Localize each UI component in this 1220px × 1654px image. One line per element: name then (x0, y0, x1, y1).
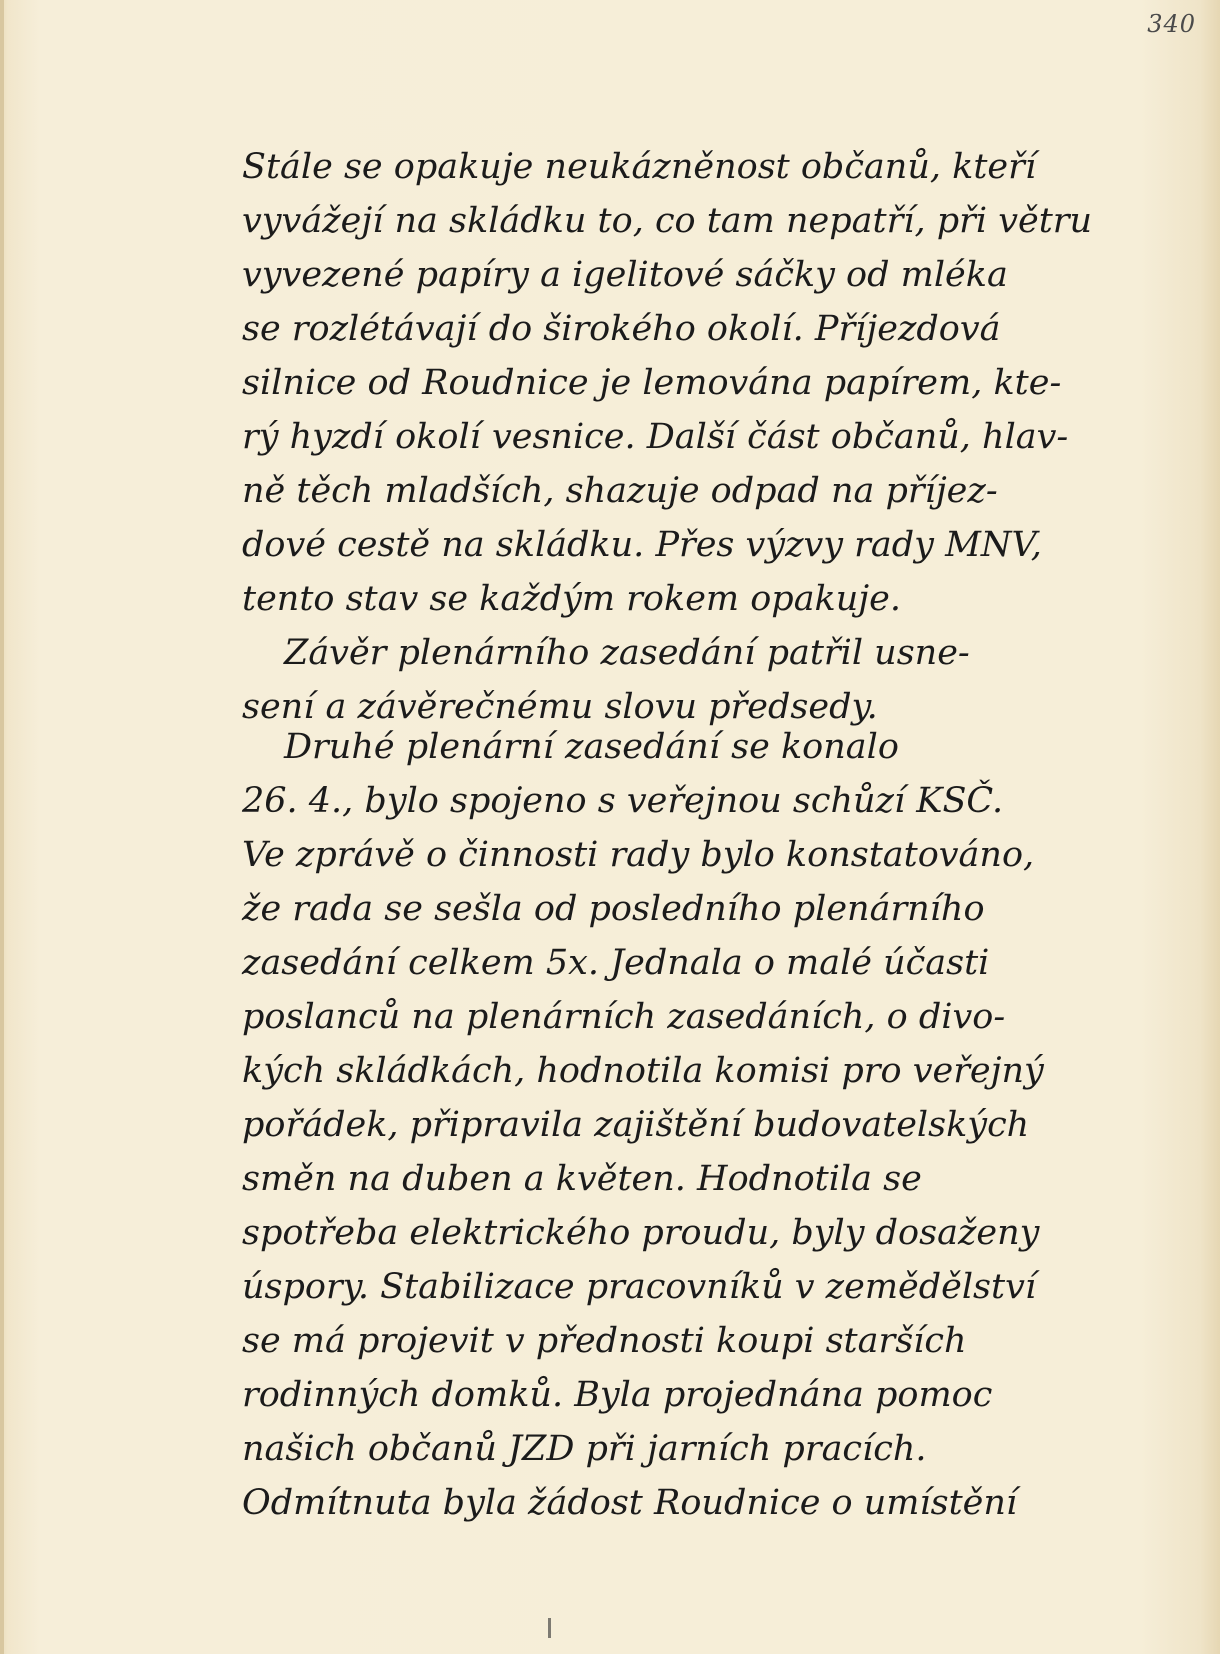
text-line: silnice od Roudnice je lemována papírem, kte- (242, 363, 1062, 403)
text-line: rodinných domků. Byla projednána pomoc (242, 1375, 993, 1415)
text-line: rý hyzdí okolí vesnice. Další část občanů, hlav- (242, 417, 1069, 457)
text-line: Závěr plenárního zasedání patřil usne- (284, 633, 970, 673)
text-line: Stále se opakuje neukázněnost občanů, kteří (242, 147, 1037, 187)
text-line: zasedání celkem 5x. Jednala o malé účasti (242, 943, 990, 983)
text-line: vyvezené papíry a igelitové sáčky od mléka (242, 255, 1008, 295)
text-line: sení a závěrečnému slovu předsedy. (242, 687, 878, 727)
text-line: směn na duben a květen. Hodnotila se (242, 1159, 922, 1199)
paragraph-2 (242, 720, 1162, 1530)
text-line: 26. 4., bylo spojeno s veřejnou schůzí KSČ. (242, 781, 1004, 821)
text-line: ně těch mladších, shazuje odpad na příjez- (242, 471, 998, 511)
text-line: dové cestě na skládku. Přes výzvy rady MNV, (242, 525, 1042, 565)
ink-mark (548, 1618, 551, 1638)
text-line: našich občanů JZD při jarních pracích. (242, 1429, 927, 1469)
text-line: se má projevit v přednosti koupi starších (242, 1321, 967, 1361)
text-line: kých skládkách, hodnotila komisi pro veřejný (242, 1051, 1044, 1091)
page-edge (0, 0, 4, 1654)
text-line: Odmítnuta byla žádost Roudnice o umístění (242, 1483, 1018, 1523)
text-line: že rada se sešla od posledního plenárního (242, 889, 985, 929)
text-line: úspory. Stabilizace pracovníků v zemědělství (242, 1267, 1037, 1307)
page-number: 340 (1147, 10, 1196, 38)
text-line: spotřeba elektrického proudu, byly dosaženy (242, 1213, 1040, 1253)
text-line: Druhé plenární zasedání se konalo (284, 727, 899, 767)
text-line: se rozlétávají do širokého okolí. Příjezdová (242, 309, 1001, 349)
text-line: pořádek, připravila zajištění budovatelských (242, 1105, 1030, 1145)
text-line: Ve zprávě o činnosti rady bylo konstatováno, (242, 835, 1035, 875)
text-line: poslanců na plenárních zasedáních, o divo- (242, 997, 1006, 1037)
text-line: tento stav se každým rokem opakuje. (242, 579, 902, 619)
text-line: vyvážejí na skládku to, co tam nepatří, při větru (242, 201, 1093, 241)
paragraph-1 (242, 140, 1162, 734)
